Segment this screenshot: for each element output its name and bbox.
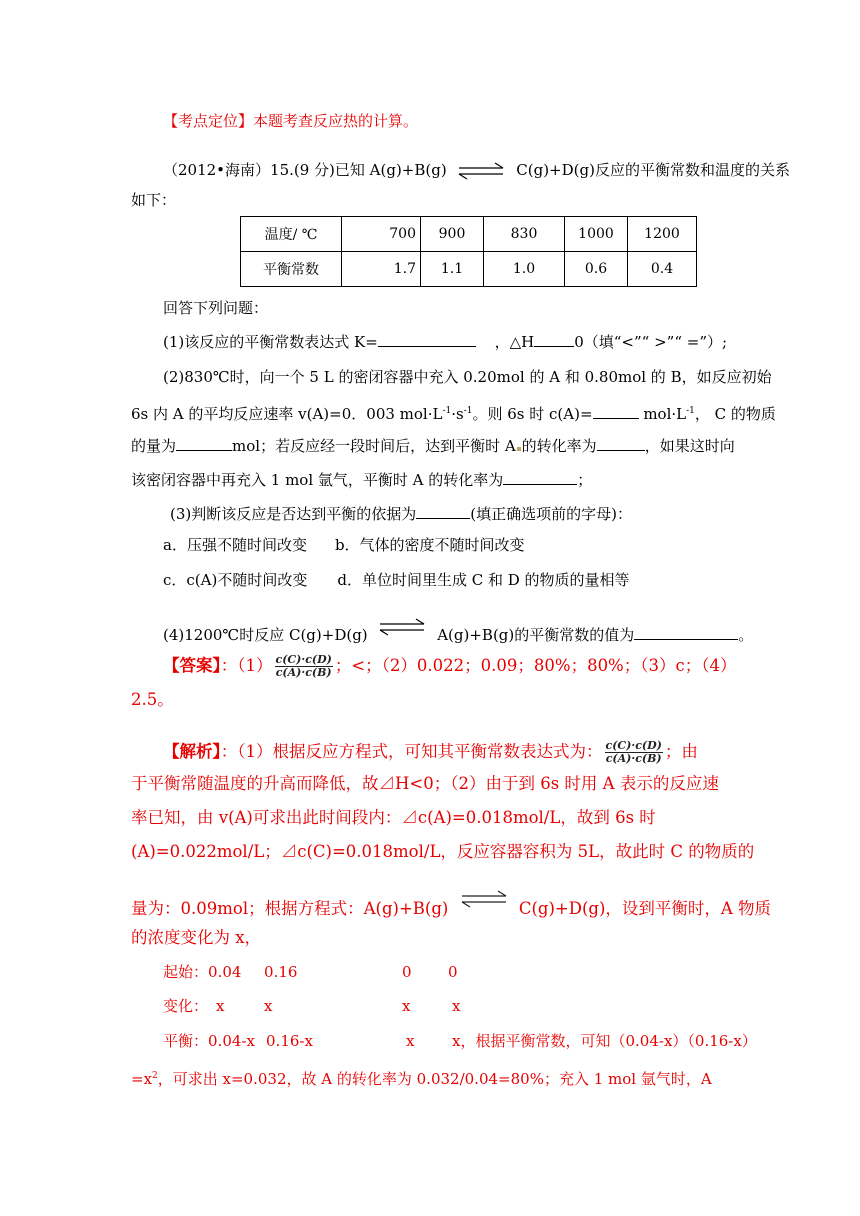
answer-line-1 <box>163 654 736 679</box>
q2-text: 的转化率为 <box>521 437 597 455</box>
q2-text: ， C 的物质 <box>694 405 776 423</box>
table-cell: 0.4 <box>628 252 697 287</box>
table-cell: 0.6 <box>565 252 628 287</box>
question-4 <box>163 618 753 645</box>
answer-text: ；<；（2）0.022；0.09；80%；80%；（3）c；（4） <box>334 656 737 675</box>
answer-blank <box>378 332 476 347</box>
analysis-line-6: 的浓度变化为 x， <box>131 928 262 947</box>
q2-text: ·s <box>451 405 464 423</box>
table-cell: 700 <box>342 217 421 252</box>
ice-value: x <box>452 1032 461 1050</box>
question-intro-c: 如下： <box>131 191 177 209</box>
kaodian-label: 【考点定位】 <box>163 112 254 130</box>
question-intro <box>163 160 790 180</box>
question-intro-b: C(g)+D(g)反应的平衡常数和温度的关系 <box>516 161 790 179</box>
k-expression-fraction <box>605 740 663 765</box>
ice-value: 0 <box>402 963 412 981</box>
answer-blank <box>597 436 645 451</box>
analysis-line-1 <box>163 740 698 765</box>
ice-value: 0.04 <box>208 963 242 981</box>
table-cell: 1000 <box>565 217 628 252</box>
table-cell: 1.7 <box>342 252 421 287</box>
ice-label: 平衡： <box>163 1032 209 1050</box>
analysis-line-4: (A)=0.022mol/L；⊿c(C)=0.018mol/L，反应容器容积为 5L，故此时 C 的物质的 <box>131 842 755 861</box>
answer-label: 【答案】 <box>163 656 221 675</box>
q4-text: 。 <box>738 626 754 644</box>
ice-row-start <box>163 962 458 982</box>
superscript: -1 <box>463 406 473 416</box>
answer-text: ：（1） <box>220 656 273 675</box>
dot-mark <box>517 447 521 451</box>
answer-blank <box>634 625 738 640</box>
option-b: b．气体的密度不随时间改变 <box>334 536 525 554</box>
ice-row-equilibrium <box>163 1031 757 1051</box>
ice-label: 变化： <box>163 997 209 1015</box>
ice-value: 0 <box>448 963 458 981</box>
question-1 <box>163 332 727 352</box>
superscript: -1 <box>442 406 452 416</box>
answer-blank <box>534 332 574 347</box>
ice-value: x <box>264 997 273 1015</box>
answer-blank <box>416 504 470 519</box>
table-cell: 1.1 <box>421 252 484 287</box>
ice-value: x <box>452 997 461 1015</box>
analysis-label: 【解析】 <box>163 742 221 761</box>
q2-text: ； <box>577 471 593 489</box>
analysis-last-line <box>131 1066 712 1089</box>
table-row <box>241 252 697 287</box>
superscript: -1 <box>686 406 695 416</box>
answer-prompt: 回答下列问题： <box>163 299 269 317</box>
ice-value: x <box>216 997 225 1015</box>
kaodian-line <box>163 111 418 131</box>
analysis-text: ，可求出 x=0.032，故 A 的转化率为 0.032/0.04=80%；充入 1 mol 氩气时，A <box>157 1070 712 1088</box>
table-row <box>241 217 697 252</box>
ice-row-change <box>163 996 460 1016</box>
q4-text: (4)1200℃时反应 C(g)+D(g) <box>163 626 368 644</box>
option-a: a．压强不随时间改变 <box>163 536 307 554</box>
table-cell: 830 <box>484 217 565 252</box>
table-cell: 1200 <box>628 217 697 252</box>
question-3 <box>170 504 632 524</box>
q2-text: ，如果这时向 <box>644 437 735 455</box>
analysis-line-5 <box>131 890 771 919</box>
ice-value: 0.16 <box>264 963 298 981</box>
analysis-text: C(g)+D(g)，设到平衡时，A 物质 <box>518 899 772 918</box>
analysis-line-2: 于平衡常随温度的升高而降低，故⊿H<0；（2）由于到 6s 时用 A 表示的反应速 <box>131 774 719 793</box>
q2-line-4 <box>131 470 592 490</box>
fraction-numerator: c(C)·c(D) <box>275 653 332 666</box>
q2-text: mol；若反应经一段时间后，达到平衡时 A <box>232 437 516 455</box>
analysis-text: =x <box>131 1070 153 1088</box>
table-row1-label: 温度/ ℃ <box>241 217 342 252</box>
q2-text: 。则 6s 时 c(A)= <box>472 405 593 423</box>
q3-text: (填正确选项前的字母)： <box>470 505 632 523</box>
superscript: 2 <box>152 1071 158 1081</box>
q2-text: 的量为 <box>131 437 177 455</box>
ice-value: 0.16-x <box>266 1032 313 1050</box>
fraction-denominator: c(A)·c(B) <box>605 752 662 765</box>
q2-text: 6s 内 A 的平均反应速率 v(A)=0．003 mol·L <box>131 405 443 423</box>
k-expression-fraction <box>275 654 333 679</box>
answer-line-2: 2.5。 <box>131 690 174 709</box>
q2-text: mol·L <box>643 405 687 423</box>
q2-text: 该密闭容器中再充入 1 mol 氩气，平衡时 A 的转化率为 <box>131 471 504 489</box>
analysis-line-3: 率已知，由 v(A)可求出此时间段内：⊿c(A)=0.018mol/L，故到 6s 时 <box>131 808 656 827</box>
ice-value: x <box>406 1032 415 1050</box>
fraction-denominator: c(A)·c(B) <box>275 666 332 679</box>
options-row-1 <box>163 535 525 555</box>
fraction-numerator: c(C)·c(D) <box>605 739 662 752</box>
equilibrium-table <box>240 216 697 287</box>
q2-line-2 <box>131 401 776 424</box>
table-cell: 1.0 <box>484 252 565 287</box>
answer-blank <box>593 404 639 419</box>
equilibrium-arrow-icon <box>457 162 505 180</box>
ice-value: x <box>402 997 411 1015</box>
option-d: d．单位时间里生成 C 和 D 的物质的量相等 <box>337 571 630 589</box>
answer-blank <box>176 436 232 451</box>
q2-line-1: (2)830℃时，向一个 5 L 的密闭容器中充入 0.20mol 的 A 和 0.80mol 的 B，如反应初始 <box>163 368 772 386</box>
kaodian-text: 本题考查反应热的计算。 <box>253 112 419 130</box>
question-intro-a: （2012•海南）15.(9 分)已知 A(g)+B(g) <box>163 161 447 179</box>
table-cell: 900 <box>421 217 484 252</box>
q1-text-c: 0（填“<”“ >”“ =”）; <box>574 333 728 351</box>
ice-value: 0.04-x <box>208 1032 255 1050</box>
q1-text-a: (1)该反应的平衡常数表达式 K= <box>163 333 378 351</box>
q4-text: A(g)+B(g)的平衡常数的值为 <box>437 626 635 644</box>
q2-line-3 <box>131 436 735 456</box>
analysis-text: ，根据平衡常数，可知（0.04-x）（0.16-x） <box>460 1032 757 1050</box>
analysis-text: ；由 <box>664 742 698 761</box>
analysis-text: 量为：0.09mol；根据方程式：A(g)+B(g) <box>131 899 449 918</box>
answer-blank <box>503 470 577 485</box>
options-row-2 <box>163 570 630 590</box>
table-row2-label: 平衡常数 <box>241 252 342 287</box>
equilibrium-arrow-icon <box>378 618 426 636</box>
q1-text-b: ，△H <box>494 333 535 351</box>
ice-label: 起始： <box>163 963 209 981</box>
equilibrium-arrow-icon <box>460 890 508 908</box>
option-c: c．c(A)不随时间改变 <box>163 571 308 589</box>
analysis-text: ：（1）根据反应方程式，可知其平衡常数表达式为： <box>220 742 603 761</box>
q3-text: (3)判断该反应是否达到平衡的依据为 <box>170 505 417 523</box>
